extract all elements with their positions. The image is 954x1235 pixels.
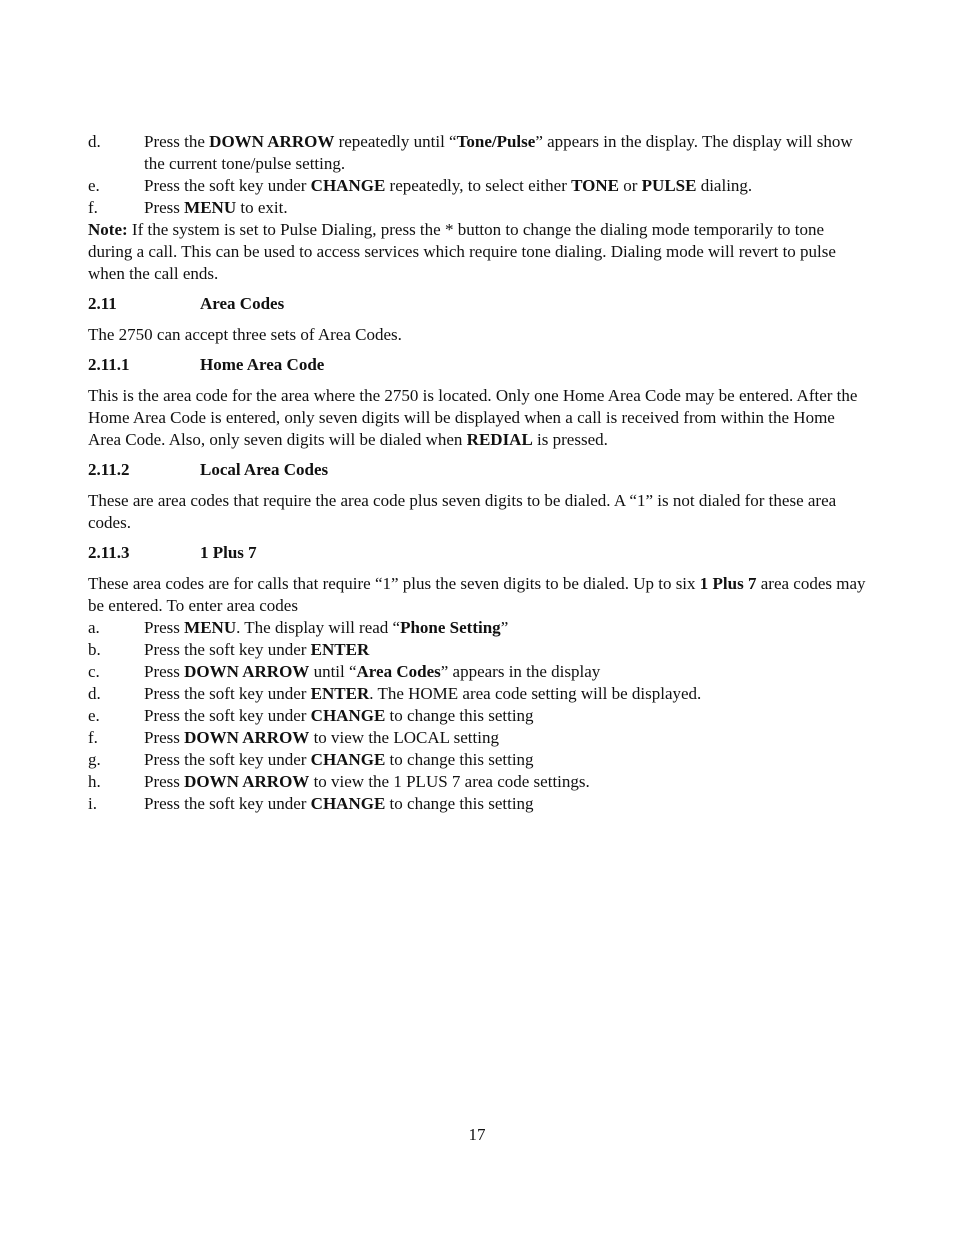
text-run: Press the soft key under (144, 684, 311, 703)
list-item (88, 749, 868, 771)
text-run: area codes may be entered. To enter area codes (88, 574, 866, 615)
list-item (88, 683, 868, 705)
text-run: ” appears in the display (440, 662, 601, 681)
bold-term: MENU (184, 198, 237, 217)
text-run: Press the (144, 132, 210, 151)
page-number: 17 (468, 1125, 486, 1144)
bold-term: CHANGE (310, 794, 386, 813)
bold-term: Phone Setting (400, 618, 501, 637)
document-page (88, 131, 868, 815)
section-number: 2.11 (88, 294, 117, 313)
note-text: If the system is set to Pulse Dialing, press the * button to change the dialing mode temporarily to tone during a call. This can be used to access services which require tone dialing. Dialing mode will revert to pulse when the call ends. (88, 220, 836, 283)
bold-term: Area Codes (356, 662, 441, 681)
bold-term: CHANGE (310, 706, 386, 725)
bold-term: REDIAL (466, 430, 533, 449)
list-item (88, 617, 868, 639)
text-run: repeatedly until “ (334, 132, 457, 151)
list-item (88, 197, 868, 219)
list-marker: i. (88, 794, 97, 813)
text-run: Press the soft key under (144, 794, 311, 813)
bold-term: DOWN ARROW (184, 728, 310, 747)
section-title: Local Area Codes (200, 460, 329, 479)
text-run: ” (500, 618, 509, 637)
list-item-text (144, 771, 868, 793)
list-item (88, 793, 868, 815)
list-item (88, 705, 868, 727)
list-item-text (144, 683, 868, 705)
list-marker: c. (88, 662, 100, 681)
bold-term: Tone/Pulse (456, 132, 536, 151)
list-marker: e. (88, 706, 100, 725)
text-run: Press (144, 198, 185, 217)
text-run: Press (144, 728, 185, 747)
text-run: This is the area code for the area where the 2750 is located. Only one Home Area Code may be entered. After the Home Area Code is entered, only seven digits will be displayed when a call is received from within the Home Area Code. Also, only seven digits will be dialed when (88, 386, 858, 449)
text-run: . The display will read “ (236, 618, 401, 637)
section-title: 1 Plus 7 (200, 543, 257, 562)
bold-term: ENTER (310, 640, 370, 659)
section-heading-2-11-1 (88, 354, 868, 376)
list-item-text (144, 175, 868, 197)
list-item (88, 771, 868, 793)
section-number: 2.11.1 (88, 355, 130, 374)
list-item-text (144, 793, 868, 815)
text-run: or (618, 176, 642, 195)
list-item-text (144, 639, 868, 661)
list-item (88, 175, 868, 197)
list-item-text (144, 617, 868, 639)
bold-term: TONE (571, 176, 619, 195)
text-run: Press the soft key under (144, 176, 311, 195)
step-list-tone-pulse (88, 131, 868, 219)
list-item-text (144, 749, 868, 771)
text-run: to exit. (236, 198, 288, 217)
text-run: . The HOME area code setting will be displayed. (369, 684, 702, 703)
text-run: Press the soft key under (144, 640, 311, 659)
list-marker: d. (88, 132, 101, 151)
bold-term: CHANGE (310, 176, 386, 195)
list-item (88, 131, 868, 175)
list-item-text (144, 197, 868, 219)
list-marker: d. (88, 684, 101, 703)
text-run: to change this setting (385, 706, 534, 725)
list-marker: h. (88, 772, 101, 791)
text-run: Press (144, 618, 185, 637)
bold-term: PULSE (641, 176, 697, 195)
text-run: These area codes are for calls that require “1” plus the seven digits to be dialed. Up to six (88, 574, 700, 593)
section-body-2-11-1 (88, 385, 868, 451)
text-run: to view the LOCAL setting (309, 728, 499, 747)
section-title: Area Codes (200, 294, 285, 313)
text-run: Press (144, 772, 185, 791)
text-run: is pressed. (532, 430, 608, 449)
bold-term: MENU (184, 618, 237, 637)
text-run: until “ (309, 662, 357, 681)
section-number: 2.11.2 (88, 460, 130, 479)
list-marker: f. (88, 198, 98, 217)
list-marker: g. (88, 750, 101, 769)
section-body-2-11: The 2750 can accept three sets of Area Codes. (88, 325, 402, 344)
list-marker: f. (88, 728, 98, 747)
step-list-area-codes (88, 617, 868, 815)
text-run: Press the soft key under (144, 706, 311, 725)
text-run: to view the 1 PLUS 7 area code settings. (309, 772, 590, 791)
note-label: Note: (88, 220, 128, 239)
text-run: ” appears in the display. The display will show the current tone/pulse setting. (144, 132, 853, 173)
list-item (88, 661, 868, 683)
text-run: to change this setting (385, 794, 534, 813)
section-heading-2-11-2 (88, 459, 868, 481)
list-item (88, 639, 868, 661)
section-body-2-11-2: These are area codes that require the area code plus seven digits to be dialed. A “1” is not dialed for these area codes. (88, 491, 837, 532)
note-paragraph (88, 219, 868, 285)
list-item (88, 727, 868, 749)
section-heading-2-11 (88, 293, 868, 315)
section-title: Home Area Code (200, 355, 325, 374)
bold-term: ENTER (310, 684, 370, 703)
list-item-text (144, 705, 868, 727)
section-body-2-11-3 (88, 573, 868, 617)
list-marker: b. (88, 640, 101, 659)
bold-term: DOWN ARROW (184, 772, 310, 791)
list-item-text (144, 727, 868, 749)
list-marker: e. (88, 176, 100, 195)
bold-term: CHANGE (310, 750, 386, 769)
bold-term: DOWN ARROW (184, 662, 310, 681)
text-run: to change this setting (385, 750, 534, 769)
text-run: repeatedly, to select either (385, 176, 572, 195)
text-run: dialing. (696, 176, 753, 195)
list-item-text (144, 131, 868, 175)
section-heading-2-11-3 (88, 542, 868, 564)
list-item-text (144, 661, 868, 683)
text-run: Press the soft key under (144, 750, 311, 769)
bold-term: DOWN ARROW (209, 132, 335, 151)
section-number: 2.11.3 (88, 543, 130, 562)
bold-term: 1 Plus 7 (699, 574, 757, 593)
text-run: Press (144, 662, 185, 681)
list-marker: a. (88, 618, 100, 637)
